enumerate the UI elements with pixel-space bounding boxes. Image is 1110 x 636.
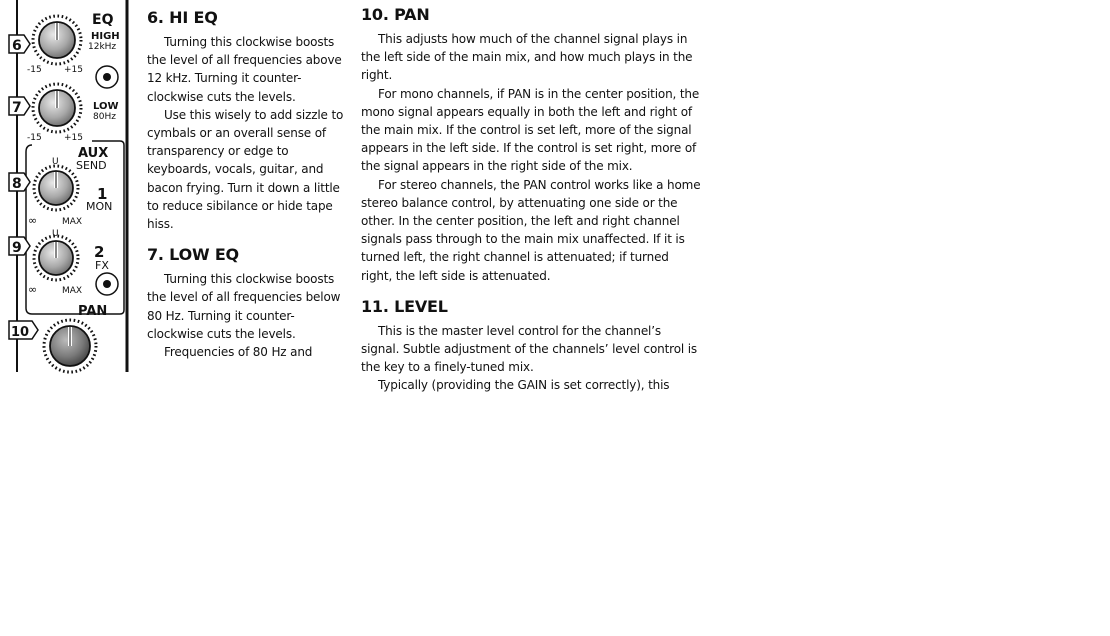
low-eq-paragraph-2: Frequencies of 80 Hz and	[164, 345, 313, 360]
fx-unity-label: U	[52, 229, 59, 239]
mon-number: 1	[97, 185, 108, 203]
level-paragraph-1: This is the master level control for the channel’s signal. Subtle adjustment of the channels’ level control is the key to a finely-tuned mix.	[361, 323, 698, 375]
hi-eq-paragraph-2: Use this wisely to add sizzle to cymbals or an overall sense of transparency or edge to keyboards, vocals, guitar, and bacon frying. Turn it down a little to reduce sibilance or hide tape hiss.	[147, 107, 344, 232]
svg-text:9: 9	[12, 240, 22, 256]
mon-unity-label: U	[52, 157, 59, 167]
low-eq-paragraph-1: Turning this clockwise boosts the level of all frequencies below 80 Hz. Turning it counter-clockwise cuts the levels.	[147, 272, 341, 341]
low-eq-heading: 7. LOW EQ	[147, 245, 239, 265]
aux-mon-knob[interactable]	[34, 166, 78, 210]
callout-10	[9, 321, 38, 340]
mon-label: MON	[86, 200, 113, 213]
callout-9	[9, 237, 30, 256]
pan-heading: 10. PAN	[361, 5, 430, 24]
hi-eq-heading: 6. HI EQ	[147, 8, 218, 27]
fx-label: FX	[95, 259, 109, 272]
eq-label: EQ	[92, 12, 114, 28]
low-min-label: -15	[27, 133, 42, 143]
svg-text:10: 10	[11, 325, 30, 340]
high-max-label: +15	[64, 65, 83, 75]
manual-column-right	[361, 5, 701, 393]
low-eq-knob[interactable]	[33, 84, 81, 132]
low-freq-label: 80Hz	[93, 112, 116, 122]
aux-fx-knob[interactable]	[34, 236, 78, 280]
svg-text:8: 8	[12, 176, 22, 192]
high-eq-knob[interactable]	[33, 16, 81, 64]
level-paragraph-2: Typically (providing the GAIN is set correctly), this	[378, 378, 670, 393]
low-label: LOW	[93, 101, 119, 112]
aux-label: AUX	[78, 146, 109, 161]
pan-knob[interactable]	[44, 320, 96, 372]
hi-eq-paragraph-1: Turning this clockwise boosts the level of all frequencies above 12 kHz. Turning it counter-clockwise cuts the levels.	[147, 35, 342, 104]
level-heading: 11. LEVEL	[361, 296, 448, 316]
pan-paragraph-3: For stereo channels, the PAN control works like a home stereo balance control, by attenuating one side or the other. In the center position, the left and right channel signals pass through to the main mix unaffected. If it is turned left, the right channel is attenuated; if turned right, the left side is attenuated.	[361, 177, 701, 283]
callout-7	[9, 97, 30, 116]
fx-inf-label: ∞	[28, 283, 38, 296]
low-max-label: +15	[64, 133, 83, 143]
svg-text:6: 6	[12, 38, 22, 54]
button-2[interactable]	[96, 273, 118, 295]
fx-max-label: MAX	[62, 286, 83, 296]
high-freq-label: 12kHz	[88, 42, 117, 52]
mon-max-label: MAX	[62, 217, 83, 227]
pan-paragraph-1: This adjusts how much of the channel signal plays in the left side of the main mix, and how much plays in the right.	[361, 32, 693, 83]
button-1[interactable]	[96, 66, 118, 88]
svg-text:7: 7	[12, 100, 22, 116]
callout-8	[9, 173, 30, 192]
pan-label: PAN	[78, 304, 108, 319]
manual-column-left	[147, 8, 347, 370]
high-label: HIGH	[91, 31, 120, 42]
high-min-label: -15	[27, 65, 42, 75]
callout-6	[9, 35, 30, 54]
channel-strip-illustration	[0, 0, 135, 372]
send-label: SEND	[76, 159, 107, 172]
pan-paragraph-2: For mono channels, if PAN is in the center position, the mono signal appears equally in both the left and right of the main mix. If the control is set left, more of the signal appears in the left side. If the control is set right, more of the signal appears in the right side of the mix.	[361, 86, 700, 174]
fx-number: 2	[94, 243, 105, 261]
mon-inf-label: ∞	[28, 214, 38, 227]
